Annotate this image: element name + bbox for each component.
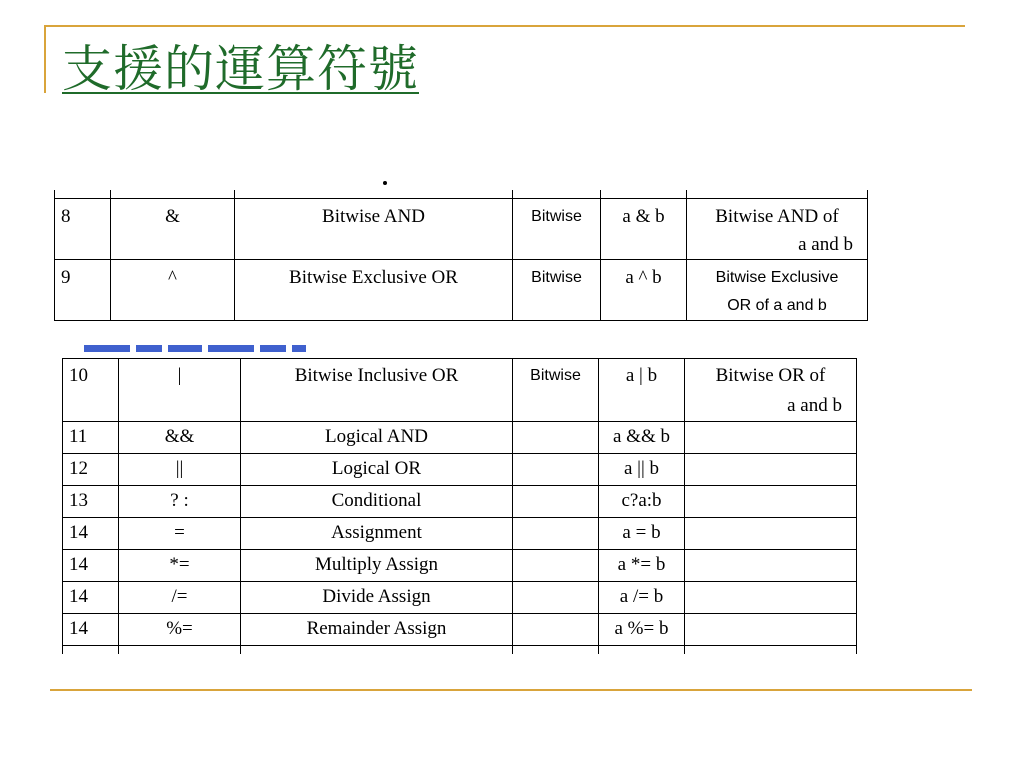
type-cell	[513, 486, 599, 518]
table-row	[63, 486, 857, 518]
description-cell: Assignment	[241, 518, 513, 550]
example-cell: c?a:b	[599, 486, 685, 518]
table-bottom-stub	[63, 646, 857, 655]
operator-cell: ? :	[119, 486, 241, 518]
precedence-cell: 13	[63, 486, 119, 518]
precedence-cell: 8	[55, 199, 111, 260]
table-row	[63, 550, 857, 582]
meaning-cell	[687, 199, 868, 260]
meaning-line-2: OR of a and b	[727, 297, 827, 314]
title-left-rule	[44, 25, 46, 93]
operator-table-bottom	[62, 358, 857, 654]
precedence-cell: 9	[55, 260, 111, 321]
operator-cell: %=	[119, 614, 241, 646]
description-cell: Bitwise Inclusive OR	[241, 359, 513, 422]
meaning-cell	[685, 454, 857, 486]
title-top-rule	[44, 25, 965, 27]
precedence-cell: 12	[63, 454, 119, 486]
example-cell: a & b	[601, 199, 687, 260]
meaning-cell	[685, 582, 857, 614]
type-cell	[513, 454, 599, 486]
meaning-line-1: Bitwise AND of	[715, 206, 839, 227]
slide-title: 支援的運算符號	[62, 40, 419, 98]
description-cell: Divide Assign	[241, 582, 513, 614]
type-cell: Bitwise	[513, 199, 601, 260]
meaning-cell	[685, 614, 857, 646]
precedence-cell: 14	[63, 582, 119, 614]
table-row	[63, 614, 857, 646]
description-cell: Multiply Assign	[241, 550, 513, 582]
meaning-cell	[685, 422, 857, 454]
table-row	[63, 582, 857, 614]
precedence-cell: 14	[63, 614, 119, 646]
example-cell: a = b	[599, 518, 685, 550]
meaning-line-2: a and b	[798, 234, 853, 255]
precedence-cell: 11	[63, 422, 119, 454]
example-cell: a ^ b	[601, 260, 687, 321]
description-cell: Bitwise Exclusive OR	[235, 260, 513, 321]
precedence-cell: 10	[63, 359, 119, 422]
bottom-rule	[50, 689, 972, 691]
example-cell: a %= b	[599, 614, 685, 646]
table-row	[55, 199, 868, 260]
type-cell	[513, 550, 599, 582]
operator-cell: &	[111, 199, 235, 260]
operator-cell: *=	[119, 550, 241, 582]
table-top-stub	[55, 190, 868, 199]
meaning-cell	[687, 260, 868, 321]
cropped-header-mark	[383, 181, 387, 185]
scan-artifact-bar	[84, 345, 306, 352]
description-cell: Logical OR	[241, 454, 513, 486]
precedence-cell: 14	[63, 518, 119, 550]
table-row	[63, 422, 857, 454]
meaning-cell	[685, 486, 857, 518]
type-cell	[513, 518, 599, 550]
meaning-line-1: Bitwise Exclusive	[715, 269, 839, 286]
table-row	[63, 359, 857, 422]
example-cell: a && b	[599, 422, 685, 454]
operator-cell: ||	[119, 454, 241, 486]
meaning-cell	[685, 550, 857, 582]
description-cell: Logical AND	[241, 422, 513, 454]
operator-cell: /=	[119, 582, 241, 614]
operator-cell: ^	[111, 260, 235, 321]
meaning-cell	[685, 359, 857, 422]
example-cell: a | b	[599, 359, 685, 422]
operator-table-top	[54, 190, 868, 321]
description-cell: Remainder Assign	[241, 614, 513, 646]
operator-cell: |	[119, 359, 241, 422]
meaning-cell	[685, 518, 857, 550]
type-cell: Bitwise	[513, 260, 601, 321]
type-cell	[513, 614, 599, 646]
operator-cell: =	[119, 518, 241, 550]
type-cell: Bitwise	[513, 359, 599, 422]
type-cell	[513, 422, 599, 454]
example-cell: a /= b	[599, 582, 685, 614]
meaning-line-2: a and b	[787, 395, 842, 416]
description-cell: Bitwise AND	[235, 199, 513, 260]
description-cell: Conditional	[241, 486, 513, 518]
table-row	[63, 518, 857, 550]
example-cell: a || b	[599, 454, 685, 486]
meaning-line-1: Bitwise OR of	[715, 365, 826, 386]
precedence-cell: 14	[63, 550, 119, 582]
operator-cell: &&	[119, 422, 241, 454]
example-cell: a *= b	[599, 550, 685, 582]
type-cell	[513, 582, 599, 614]
table-row	[63, 454, 857, 486]
table-row	[55, 260, 868, 321]
